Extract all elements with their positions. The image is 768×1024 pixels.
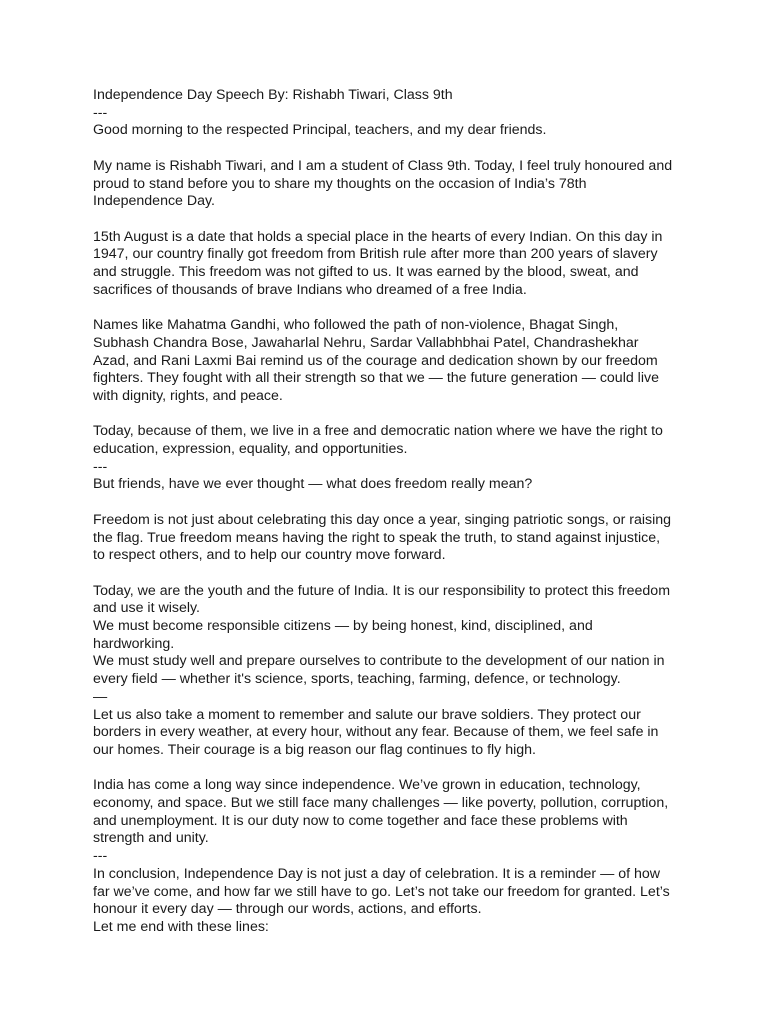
separator: --- xyxy=(93,104,108,121)
paragraph-gap xyxy=(93,565,683,583)
paragraph-gap xyxy=(93,299,683,317)
question-paragraph: But friends, have we ever thought — what does freedom really mean? xyxy=(93,476,533,493)
progress-paragraph: India has come a long way since independence. We’ve grown in education, technology, economy, and space. But we still face many challenges — like poverty, pollution, corruption, and unemployment. It is our duty now to come together and face these problems with strength and unity. xyxy=(93,777,669,847)
intro-paragraph: My name is Rishabh Tiwari, and I am a student of Class 9th. Today, I feel truly honoured and proud to stand before you to share my thoughts on the occasion of India’s 78th Independence Day. xyxy=(93,157,673,210)
speech-title: Independence Day Speech By: Rishabh Tiwari, Class 9th xyxy=(93,87,453,103)
document-page xyxy=(93,87,683,937)
today-paragraph: Today, because of them, we live in a free and democratic nation where we have the right to education, expression, equality, and opportunities. xyxy=(93,423,663,457)
conclusion-paragraph: In conclusion, Independence Day is not just a day of celebration. It is a reminder — of how far we’ve come, and how far we still have to go. Let’s not take our freedom for granted. Let’s honour it every day — through our words, actions, and efforts. xyxy=(93,865,670,918)
august-paragraph: 15th August is a date that holds a special place in the hearts of every Indian. On this day in 1947, our country finally got freedom from British rule after more than 200 years of slavery and struggle. This freedom was not gifted to us. It was earned by the blood, sweat, and sacrifices of thousands of brave Indians who dreamed of a free India. xyxy=(93,228,663,298)
paragraph-gap xyxy=(93,494,683,512)
youth-paragraph: Today, we are the youth and the future of India. It is our responsibility to protect this freedom and use it wisely. xyxy=(93,582,671,617)
separator: --- xyxy=(93,458,108,475)
separator: --- xyxy=(93,848,108,865)
freedom-meaning-paragraph: Freedom is not just about celebrating this day once a year, singing patriotic songs, or raising the flag. True freedom means having the right to speak the truth, to stand against injustice, to respect others, and to help our country move forward. xyxy=(93,511,672,564)
freedom-fighters-paragraph: Names like Mahatma Gandhi, who followed the path of non-violence, Bhagat Singh, Subhash Chandra Bose, Jawaharlal Nehru, Sardar Vallabhbhai Patel, Chandrashekhar Azad, and Rani Laxmi Bai remind us of the courage and dedication shown by our freedom fighters. They fought with all their strength so that we — the future generation — could live with dignity, rights, and peace. xyxy=(93,317,659,404)
paragraph-gap xyxy=(93,211,683,229)
closing-line: Let me end with these lines: xyxy=(93,918,269,935)
citizens-paragraph: We must become responsible citizens — by being honest, kind, disciplined, and hardworking. xyxy=(93,618,593,652)
greeting-paragraph: Good morning to the respected Principal, teachers, and my dear friends. xyxy=(93,122,547,139)
paragraph-gap xyxy=(93,406,683,424)
separator: — xyxy=(93,688,108,705)
study-paragraph: We must study well and prepare ourselves to contribute to the development of our nation in every field — whether it's science, sports, teaching, farming, defence, or technology. xyxy=(93,653,665,688)
soldiers-paragraph: Let us also take a moment to remember and salute our brave soldiers. They protect our borders in every weather, at every hour, without any fear. Because of them, we feel safe in our homes. Their courage is a big reason our flag continues to fly high. xyxy=(93,706,659,758)
paragraph-gap xyxy=(93,760,683,778)
paragraph-gap xyxy=(93,140,683,158)
